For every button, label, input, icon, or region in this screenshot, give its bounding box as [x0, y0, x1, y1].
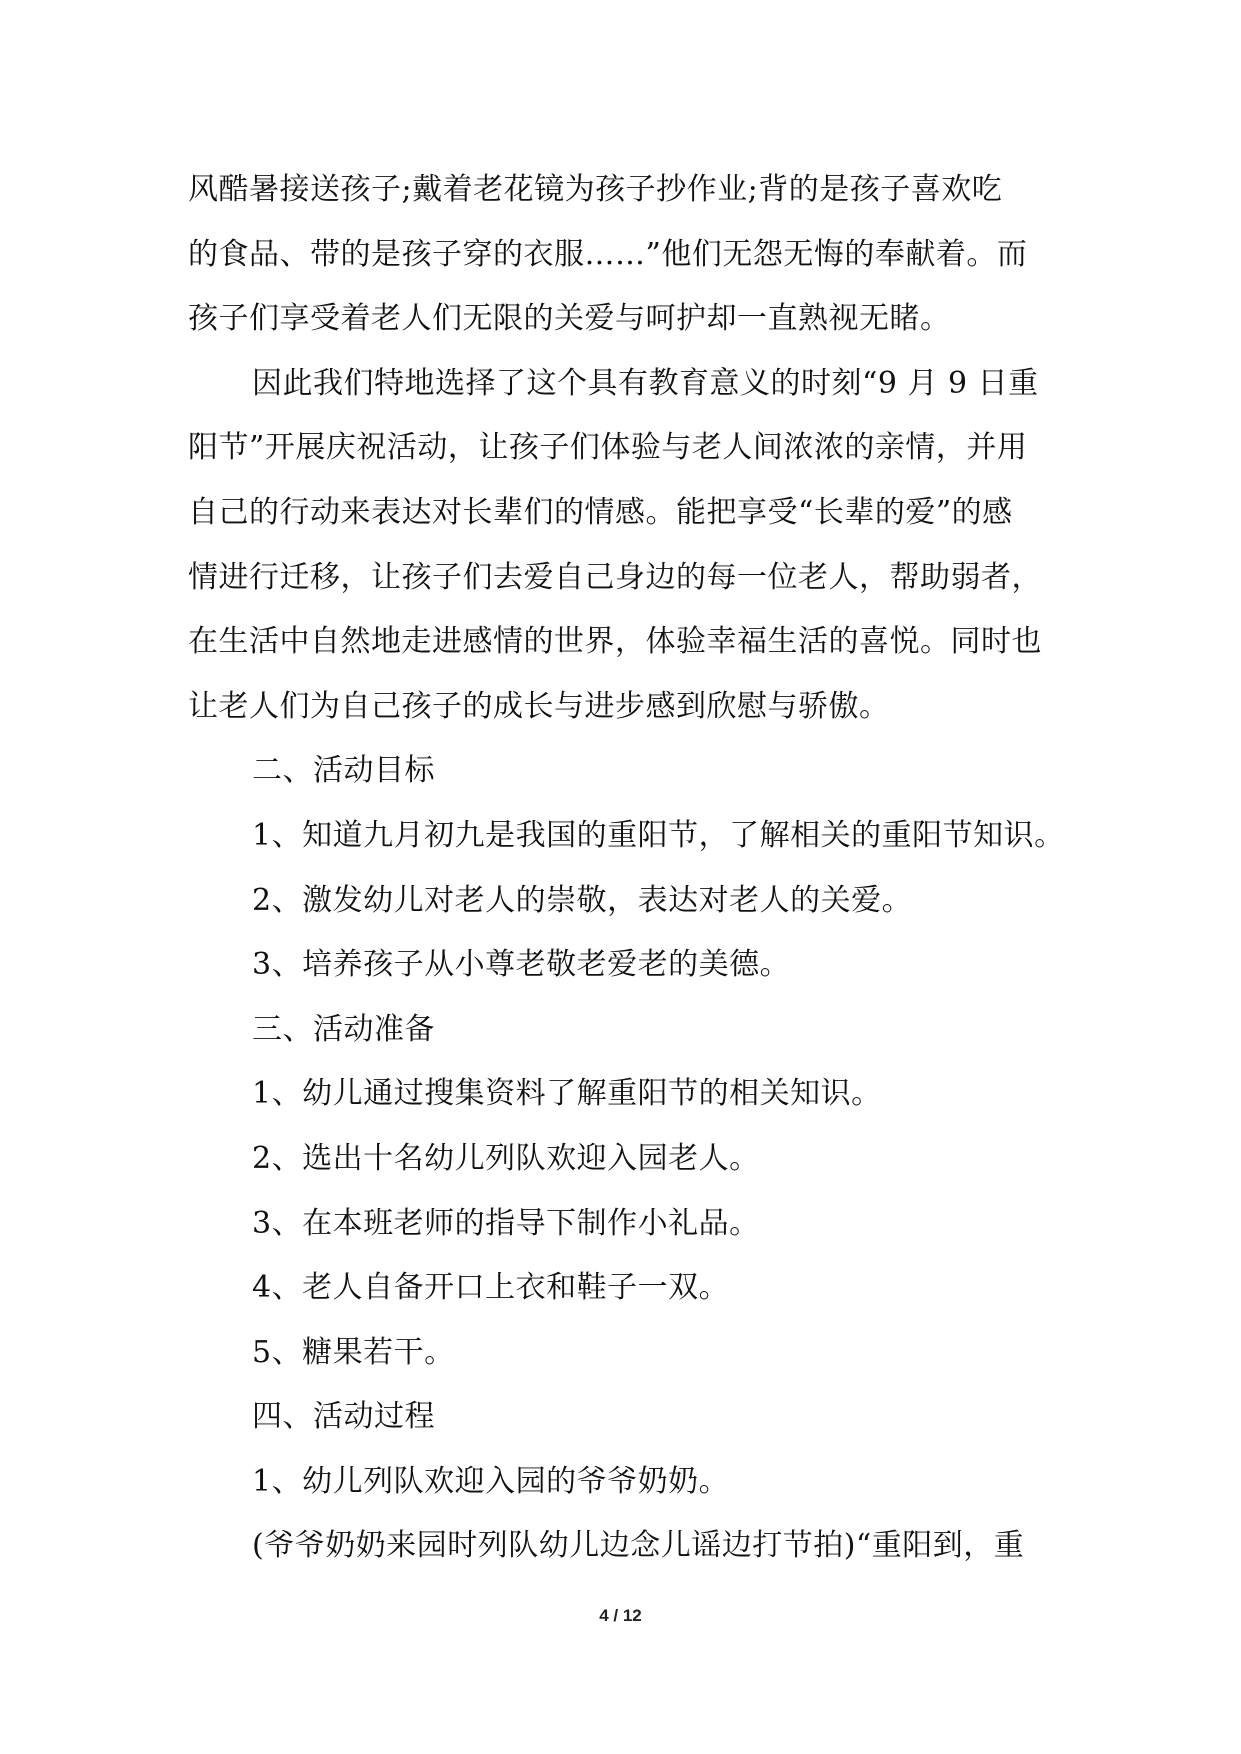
text-line: 孩子们享受着老人们无限的关爱与呵护却一直熟视无睹。	[188, 301, 951, 337]
page-number: 4 / 12	[599, 1606, 642, 1625]
section-heading: 三、活动准备	[252, 1011, 435, 1047]
text-line: 在生活中自然地走进感情的世界，体验幸福生活的喜悦。同时也	[188, 624, 1042, 660]
list-item: 1、知道九月初九是我国的重阳节，了解相关的重阳节知识。	[252, 817, 1065, 853]
list-item: 1、幼儿列队欢迎入园的爷爷奶奶。	[252, 1463, 730, 1499]
text-line: 风酷暑接送孩子;戴着老花镜为孩子抄作业;背的是孩子喜欢吃	[188, 172, 1003, 207]
text-line: 的食品、带的是孩子穿的衣服……”他们无怨无悔的奉献着。而	[188, 236, 1028, 272]
list-item: 3、培养孩子从小尊老敬老爱老的美德。	[252, 947, 791, 983]
section-heading: 二、活动目标	[252, 753, 435, 789]
list-item: 5、糖果若干。	[252, 1334, 455, 1370]
text-line: 让老人们为自己孩子的成长与进步感到欣慰与骄傲。	[188, 688, 890, 724]
paragraph-start: (爷爷奶奶来园时列队幼儿边念儿谣边打节拍)“重阳到，重	[252, 1528, 1025, 1564]
text-line: 阳节”开展庆祝活动，让孩子们体验与老人间浓浓的亲情，并用	[188, 430, 1028, 466]
section-heading: 四、活动过程	[252, 1399, 435, 1435]
document-body	[188, 158, 1068, 1579]
list-item: 4、老人自备开口上衣和鞋子一双。	[252, 1270, 730, 1306]
text-line: 自己的行动来表达对长辈们的情感。能把享受“长辈的爱”的感	[188, 494, 1013, 530]
text-line: 情进行迁移，让孩子们去爱自己身边的每一位老人，帮助弱者，	[188, 559, 1042, 595]
list-item: 2、激发幼儿对老人的崇敬，表达对老人的关爱。	[252, 882, 913, 918]
paragraph-start: 因此我们特地选择了这个具有教育意义的时刻“9 月 9 日重	[252, 365, 1039, 401]
list-item: 3、在本班老师的指导下制作小礼品。	[252, 1205, 760, 1241]
list-item: 1、幼儿通过搜集资料了解重阳节的相关知识。	[252, 1076, 882, 1112]
list-item: 2、选出十名幼儿列队欢迎入园老人。	[252, 1140, 760, 1176]
